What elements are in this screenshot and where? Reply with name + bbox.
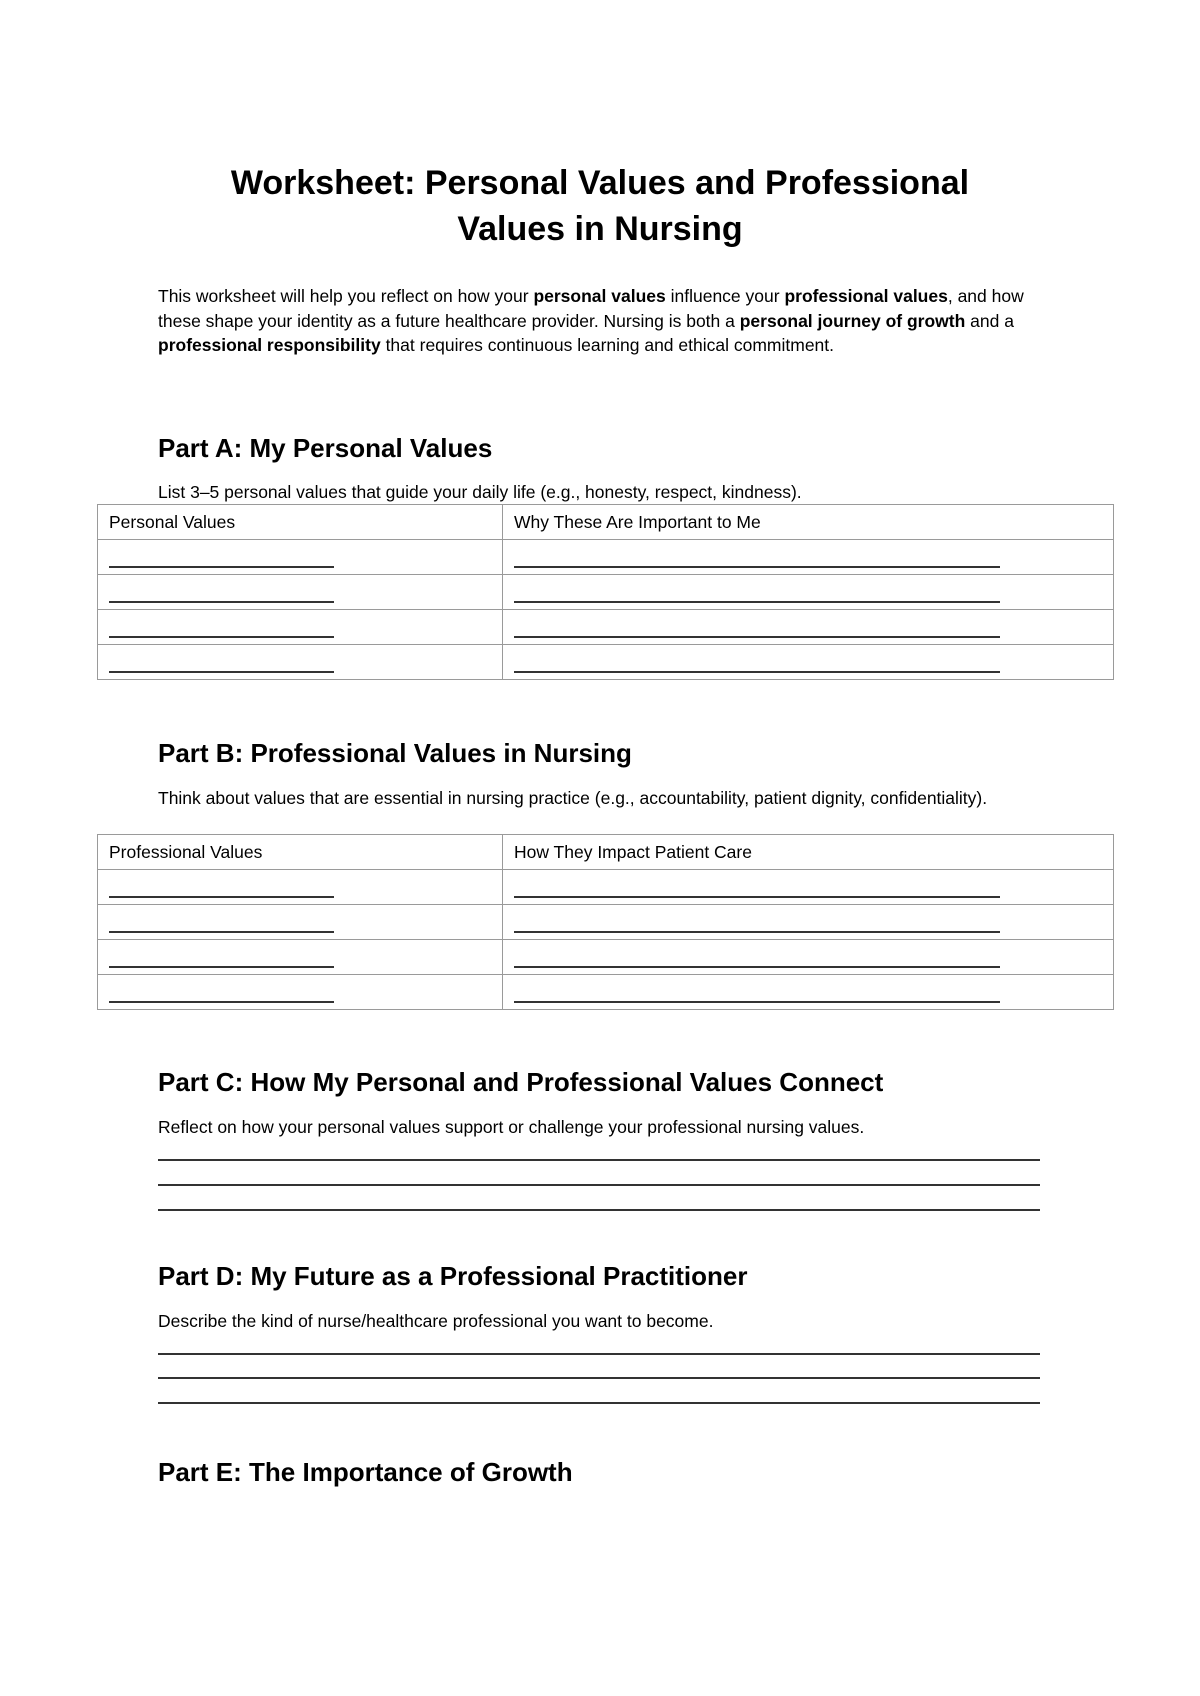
intro-paragraph <box>158 284 1058 358</box>
professional-value-cell[interactable] <box>98 905 503 940</box>
blank-line <box>109 931 334 933</box>
intro-bold-personal-values: personal values <box>533 286 666 306</box>
blank-line <box>514 636 1000 638</box>
part-d-answer-line-2[interactable] <box>158 1377 1040 1379</box>
table-row <box>98 940 1114 975</box>
part-c-instruction: Reflect on how your personal values support or challenge your professional nursing values. <box>158 1117 865 1137</box>
professional-value-cell[interactable] <box>98 940 503 975</box>
personal-value-cell[interactable] <box>98 540 503 575</box>
professional-values-table <box>97 834 1114 1010</box>
blank-line <box>109 566 334 568</box>
part-d-answer-line-1[interactable] <box>158 1353 1040 1355</box>
title-line-1: Worksheet: Personal Values and Professional <box>230 164 970 202</box>
intro-text: that requires continuous learning and ethical commitment. <box>380 335 835 355</box>
intro-bold-personal-journey: personal journey of growth <box>739 310 966 331</box>
blank-line <box>514 896 1000 898</box>
column-header-professional-values: Professional Values <box>98 835 503 870</box>
blank-line <box>514 1001 1000 1003</box>
intro-text: , and how these shape your identity as a future healthcare provider. Nursing is both a <box>158 286 1024 331</box>
part-c-heading: Part C: How My Personal and Professional Values Connect <box>158 1067 884 1097</box>
table-row <box>98 975 1114 1010</box>
table-row <box>98 870 1114 905</box>
blank-line <box>109 636 334 638</box>
worksheet-title <box>150 160 1050 252</box>
column-header-patient-care-impact: How They Impact Patient Care <box>503 835 1114 870</box>
title-line-2: Values in Nursing <box>457 210 743 248</box>
table-header-row <box>98 835 1114 870</box>
intro-text: and a <box>965 310 1014 331</box>
part-a-instruction: List 3–5 personal values that guide your daily life (e.g., honesty, respect, kindness). <box>158 482 802 502</box>
table-row <box>98 540 1114 575</box>
why-important-cell[interactable] <box>503 610 1114 645</box>
intro-text: This worksheet will help you reflect on how your <box>158 286 534 306</box>
blank-line <box>109 1001 334 1003</box>
column-header-why-important: Why These Are Important to Me <box>503 505 1114 540</box>
why-important-cell[interactable] <box>503 540 1114 575</box>
table-row <box>98 905 1114 940</box>
personal-values-table <box>97 504 1114 680</box>
part-d-instruction: Describe the kind of nurse/healthcare professional you want to become. <box>158 1311 714 1331</box>
patient-care-impact-cell[interactable] <box>503 940 1114 975</box>
blank-line <box>514 931 1000 933</box>
blank-line <box>109 966 334 968</box>
part-b-instruction: Think about values that are essential in nursing practice (e.g., accountability, patient dignity, confidentiality). <box>158 788 988 808</box>
table-header-row <box>98 505 1114 540</box>
personal-value-cell[interactable] <box>98 610 503 645</box>
patient-care-impact-cell[interactable] <box>503 870 1114 905</box>
professional-value-cell[interactable] <box>98 975 503 1010</box>
intro-bold-professional-values: professional values <box>784 286 948 306</box>
part-e-heading: Part E: The Importance of Growth <box>158 1457 573 1487</box>
patient-care-impact-cell[interactable] <box>503 975 1114 1010</box>
column-header-personal-values: Personal Values <box>98 505 503 540</box>
patient-care-impact-cell[interactable] <box>503 905 1114 940</box>
blank-line <box>109 896 334 898</box>
part-b-heading: Part B: Professional Values in Nursing <box>158 738 632 768</box>
why-important-cell[interactable] <box>503 575 1114 610</box>
blank-line <box>109 671 334 673</box>
blank-line <box>514 966 1000 968</box>
why-important-cell[interactable] <box>503 645 1114 680</box>
blank-line <box>514 566 1000 568</box>
table-row <box>98 575 1114 610</box>
personal-value-cell[interactable] <box>98 645 503 680</box>
personal-value-cell[interactable] <box>98 575 503 610</box>
part-c-answer-line-1[interactable] <box>158 1159 1040 1161</box>
part-c-answer-line-2[interactable] <box>158 1184 1040 1186</box>
intro-bold-professional-responsibility: professional responsibility <box>158 335 381 355</box>
part-d-answer-line-3[interactable] <box>158 1402 1040 1404</box>
part-d-heading: Part D: My Future as a Professional Practitioner <box>158 1261 748 1291</box>
professional-value-cell[interactable] <box>98 870 503 905</box>
blank-line <box>109 601 334 603</box>
table-row <box>98 610 1114 645</box>
intro-text: influence your <box>665 286 785 306</box>
blank-line <box>514 601 1000 603</box>
part-c-answer-line-3[interactable] <box>158 1209 1040 1211</box>
blank-line <box>514 671 1000 673</box>
part-a-heading: Part A: My Personal Values <box>158 433 493 463</box>
table-row <box>98 645 1114 680</box>
